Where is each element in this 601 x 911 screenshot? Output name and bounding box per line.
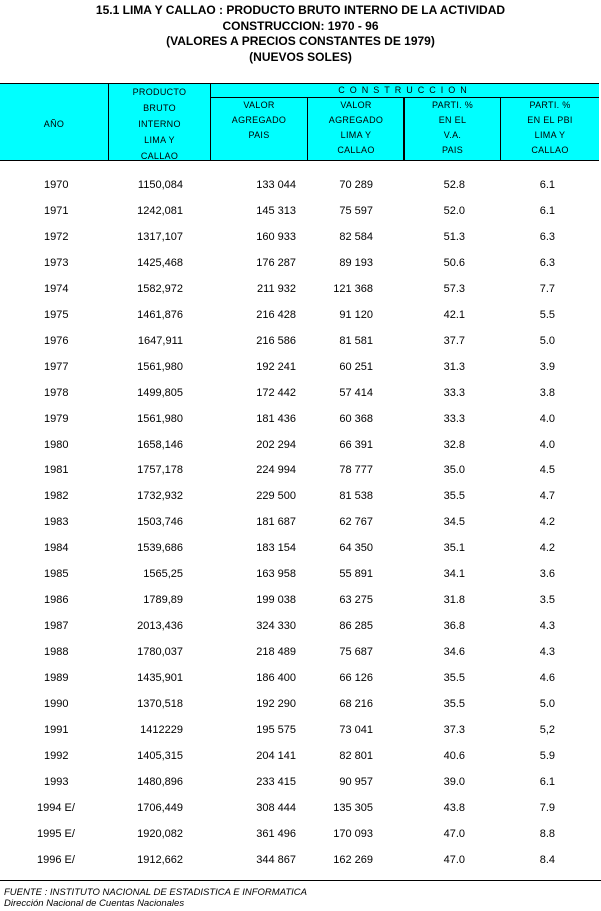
parti-va-cell: 40.6 <box>443 749 465 762</box>
table-row <box>0 795 601 821</box>
parti-pbi-cell: 8.4 <box>539 853 555 866</box>
title-line-4: (NUEVOS SOLES) <box>249 49 352 64</box>
parti-pbi-cell: 7.9 <box>539 801 555 814</box>
va-lima-cell: 75 597 <box>339 204 373 217</box>
table-row <box>0 561 601 587</box>
va-lima-cell: 68 216 <box>339 698 373 710</box>
va-pais-cell: 192 290 <box>256 698 296 710</box>
table-row <box>0 483 601 509</box>
parti-va-cell: 35.0 <box>443 464 465 477</box>
pbi-cell: 1561,980 <box>137 412 183 425</box>
year-cell: 1976 <box>44 334 69 347</box>
table-row <box>0 406 601 432</box>
year-cell: 1971 <box>44 204 69 217</box>
va-pais-cell: 176 287 <box>256 256 296 269</box>
parti-pbi-cell: 4.3 <box>539 646 555 659</box>
parti-va-cell: 35.5 <box>443 698 465 710</box>
va-pais-cell: 192 241 <box>256 360 296 373</box>
year-cell: 1984 <box>44 542 69 555</box>
va-lima-cell: 55 891 <box>339 568 373 581</box>
year-cell: 1973 <box>44 256 69 269</box>
va-pais-cell: 181 687 <box>256 516 296 529</box>
va-lima-cell: 135 305 <box>333 801 373 814</box>
va-lima-cell: 82 801 <box>339 749 373 762</box>
parti-va-cell: 34.6 <box>443 646 465 659</box>
year-cell: 1992 <box>44 749 69 762</box>
pbi-cell: 1499,805 <box>137 386 183 399</box>
va-lima-cell: 81 538 <box>339 490 373 503</box>
year-cell: 1996 E/ <box>37 853 75 866</box>
parti-pbi-cell: 5.5 <box>539 308 555 321</box>
parti-va-cell: 35.1 <box>443 542 465 555</box>
pbi-cell: 1242,081 <box>137 204 183 217</box>
pbi-cell: 1658,146 <box>137 438 183 451</box>
table-row <box>0 224 601 250</box>
parti-va-cell: 47.0 <box>443 827 465 840</box>
parti-va-cell: 31.8 <box>443 594 465 607</box>
va-pais-cell: 308 444 <box>256 801 296 814</box>
parti-pbi-cell: 6.3 <box>539 256 555 269</box>
parti-pbi-cell: 4.6 <box>539 672 555 685</box>
va-pais-cell: 324 330 <box>256 620 296 633</box>
pbi-cell: 1405,315 <box>137 749 183 762</box>
year-cell: 1987 <box>44 620 69 633</box>
parti-va-cell: 43.8 <box>443 801 465 814</box>
pbi-cell: 1732,932 <box>137 490 183 503</box>
va-pais-cell: 199 038 <box>256 594 296 607</box>
title-line-2: CONSTRUCCION: 1970 - 96 <box>222 18 379 33</box>
table-row <box>0 432 601 458</box>
year-cell: 1983 <box>44 516 69 529</box>
va-lima-cell: 63 275 <box>339 594 373 607</box>
year-cell: 1988 <box>44 646 69 659</box>
table-row <box>0 639 601 665</box>
pbi-cell: 1150,084 <box>137 179 183 191</box>
year-cell: 1978 <box>44 386 69 399</box>
parti-va-cell: 42.1 <box>443 308 465 321</box>
parti-pbi-cell: 4.7 <box>539 490 555 503</box>
parti-pbi-cell: 4.2 <box>539 542 555 555</box>
pbi-cell: 1317,107 <box>137 230 183 243</box>
va-pais-cell: 216 428 <box>256 308 296 321</box>
va-pais-cell: 344 867 <box>256 853 296 866</box>
table-row <box>0 328 601 354</box>
table-row <box>0 691 601 717</box>
va-pais-cell: 195 575 <box>256 723 296 736</box>
va-lima-cell: 81 581 <box>339 334 373 347</box>
parti-pbi-cell: 3.8 <box>539 386 555 399</box>
pbi-cell: 1757,178 <box>137 464 183 477</box>
year-cell: 1977 <box>44 360 69 373</box>
table-row <box>0 509 601 535</box>
parti-va-cell: 37.3 <box>443 723 465 736</box>
va-pais-cell: 160 933 <box>256 230 296 243</box>
footer-source: FUENTE : INSTITUTO NACIONAL DE ESTADISTICA E INFORMATICA <box>4 887 307 898</box>
year-cell: 1972 <box>44 230 69 243</box>
parti-va-cell: 33.3 <box>443 412 465 425</box>
table-row <box>0 587 601 613</box>
parti-pbi-cell: 6.3 <box>539 230 555 243</box>
parti-pbi-cell: 5,2 <box>539 723 555 736</box>
parti-va-cell: 57.3 <box>443 282 465 295</box>
year-cell: 1982 <box>44 490 69 503</box>
pbi-cell: 1920,082 <box>137 827 183 840</box>
va-lima-cell: 121 368 <box>333 282 373 295</box>
parti-va-cell: 50.6 <box>443 256 465 269</box>
parti-pbi-cell: 6.1 <box>539 204 555 217</box>
table-row <box>0 847 601 873</box>
year-cell: 1974 <box>44 282 69 295</box>
pbi-cell: 1461,876 <box>137 308 183 321</box>
va-lima-cell: 64 350 <box>339 542 373 555</box>
year-cell: 1991 <box>44 723 69 736</box>
parti-va-cell: 52.8 <box>443 179 465 191</box>
parti-va-cell: 47.0 <box>443 853 465 866</box>
va-pais-cell: 172 442 <box>256 386 296 399</box>
year-cell: 1986 <box>44 594 69 607</box>
va-lima-cell: 170 093 <box>333 827 373 840</box>
year-cell: 1993 <box>44 775 69 788</box>
pbi-cell: 1412229 <box>140 723 183 736</box>
parti-va-cell: 51.3 <box>443 230 465 243</box>
header-construccion: CONSTRUCCION <box>211 84 599 98</box>
header-va-lima: VALOR AGREGADO LIMA Y CALLAO <box>328 100 384 155</box>
parti-va-cell: 37.7 <box>443 334 465 347</box>
va-lima-cell: 82 584 <box>339 230 373 243</box>
table-row <box>0 276 601 302</box>
va-pais-cell: 211 932 <box>257 282 296 295</box>
parti-pbi-cell: 3.9 <box>539 360 555 373</box>
year-cell: 1981 <box>44 464 69 477</box>
header-parti-pbi: PARTI. % EN EL PBI LIMA Y CALLAO <box>527 100 573 155</box>
parti-pbi-cell: 7.7 <box>539 282 555 295</box>
pbi-cell: 1789,89 <box>143 594 183 607</box>
va-lima-cell: 162 269 <box>333 853 373 866</box>
table-row <box>0 769 601 795</box>
year-cell: 1994 E/ <box>37 801 75 814</box>
table-row <box>0 354 601 380</box>
parti-va-cell: 35.5 <box>443 672 465 685</box>
pbi-cell: 1561,980 <box>137 360 183 373</box>
parti-va-cell: 34.5 <box>443 516 465 529</box>
va-pais-cell: 224 994 <box>256 464 296 477</box>
parti-pbi-cell: 5.9 <box>539 749 555 762</box>
table-row <box>0 172 601 198</box>
parti-pbi-cell: 8.8 <box>539 827 555 840</box>
va-lima-cell: 75 687 <box>339 646 373 659</box>
pbi-cell: 1706,449 <box>137 801 183 814</box>
title-line-1: 15.1 LIMA Y CALLAO : PRODUCTO BRUTO INTERNO DE LA ACTIVIDAD <box>95 3 506 17</box>
header-pbi: PRODUCTO BRUTO INTERNO LIMA Y CALLAO <box>132 87 187 161</box>
year-cell: 1995 E/ <box>37 827 75 840</box>
va-pais-cell: 133 044 <box>256 179 296 191</box>
parti-pbi-cell: 3.5 <box>539 594 555 607</box>
year-cell: 1979 <box>44 412 69 425</box>
parti-va-cell: 34.1 <box>443 568 465 581</box>
year-cell: 1990 <box>44 698 69 710</box>
va-pais-cell: 361 496 <box>256 827 296 840</box>
table-row <box>0 250 601 276</box>
va-lima-cell: 57 414 <box>339 386 373 399</box>
va-lima-cell: 60 251 <box>339 360 373 373</box>
table-row <box>0 198 601 224</box>
pbi-cell: 2013,436 <box>137 620 183 633</box>
va-pais-cell: 181 436 <box>256 412 296 425</box>
header-va-pais: VALOR AGREGADO PAIS <box>231 100 287 140</box>
va-pais-cell: 204 141 <box>256 749 296 762</box>
va-pais-cell: 229 500 <box>256 490 296 503</box>
table-row <box>0 665 601 691</box>
parti-pbi-cell: 4.0 <box>539 412 555 425</box>
year-cell: 1989 <box>44 672 69 685</box>
table-row <box>0 743 601 769</box>
pbi-cell: 1539,686 <box>137 542 183 555</box>
table-row <box>0 380 601 406</box>
parti-pbi-cell: 3.6 <box>539 568 555 581</box>
pbi-cell: 1582,972 <box>137 282 183 295</box>
va-lima-cell: 78 777 <box>339 464 373 477</box>
parti-va-cell: 32.8 <box>443 438 465 451</box>
table-header <box>0 83 599 161</box>
va-lima-cell: 90 957 <box>339 775 373 788</box>
pbi-cell: 1912,662 <box>137 853 183 866</box>
header-parti-va: PARTI. % EN EL V.A. PAIS <box>431 100 474 155</box>
parti-va-cell: 33.3 <box>443 386 465 399</box>
pbi-cell: 1503,746 <box>137 516 183 529</box>
parti-pbi-cell: 5.0 <box>539 698 555 710</box>
va-lima-cell: 70 289 <box>339 179 373 191</box>
table-row <box>0 821 601 847</box>
pbi-cell: 1425,468 <box>137 256 183 269</box>
pbi-cell: 1435,901 <box>137 672 183 685</box>
va-lima-cell: 66 126 <box>339 672 373 685</box>
parti-pbi-cell: 6.1 <box>539 179 555 191</box>
parti-va-cell: 36.8 <box>443 620 465 633</box>
parti-pbi-cell: 4.0 <box>539 438 555 451</box>
footer-divider <box>0 880 601 881</box>
parti-pbi-cell: 4.2 <box>539 516 555 529</box>
va-pais-cell: 216 586 <box>256 334 296 347</box>
parti-va-cell: 35.5 <box>443 490 465 503</box>
title-line-3: (VALORES A PRECIOS CONSTANTES DE 1979) <box>166 34 435 48</box>
table-row <box>0 535 601 561</box>
table-row <box>0 457 601 483</box>
parti-va-cell: 52.0 <box>443 204 465 217</box>
parti-pbi-cell: 6.1 <box>539 775 555 788</box>
parti-va-cell: 31.3 <box>443 360 465 373</box>
year-cell: 1985 <box>44 568 69 581</box>
parti-va-cell: 39.0 <box>443 775 465 788</box>
table-row <box>0 613 601 639</box>
va-pais-cell: 202 294 <box>256 438 296 451</box>
va-pais-cell: 233 415 <box>256 775 296 788</box>
year-cell: 1975 <box>44 308 69 321</box>
va-lima-cell: 86 285 <box>339 620 373 633</box>
va-lima-cell: 66 391 <box>339 438 373 451</box>
va-pais-cell: 183 154 <box>256 542 296 555</box>
table-row <box>0 717 601 743</box>
page-title <box>0 3 601 65</box>
va-lima-cell: 73 041 <box>339 723 373 736</box>
va-lima-cell: 89 193 <box>339 256 373 269</box>
va-lima-cell: 91 120 <box>339 308 373 321</box>
pbi-cell: 1780,037 <box>137 646 183 659</box>
va-pais-cell: 186 400 <box>256 672 296 685</box>
va-pais-cell: 145 313 <box>256 204 296 217</box>
parti-pbi-cell: 5.0 <box>539 334 555 347</box>
pbi-cell: 1647,911 <box>137 334 183 347</box>
va-lima-cell: 62 767 <box>339 516 373 529</box>
pbi-cell: 1480,896 <box>137 775 183 788</box>
table-row <box>0 302 601 328</box>
pbi-cell: 1370,518 <box>137 698 183 710</box>
va-pais-cell: 163 958 <box>256 568 296 581</box>
footer-division: Dirección Nacional de Cuentas Nacionales <box>4 898 185 909</box>
header-year: AÑO <box>43 119 65 129</box>
va-pais-cell: 218 489 <box>256 646 296 659</box>
pbi-cell: 1565,25 <box>143 568 183 581</box>
va-lima-cell: 60 368 <box>339 412 373 425</box>
year-cell: 1970 <box>44 179 69 191</box>
parti-pbi-cell: 4.3 <box>539 620 555 633</box>
year-cell: 1980 <box>44 438 69 451</box>
parti-pbi-cell: 4.5 <box>539 464 555 477</box>
